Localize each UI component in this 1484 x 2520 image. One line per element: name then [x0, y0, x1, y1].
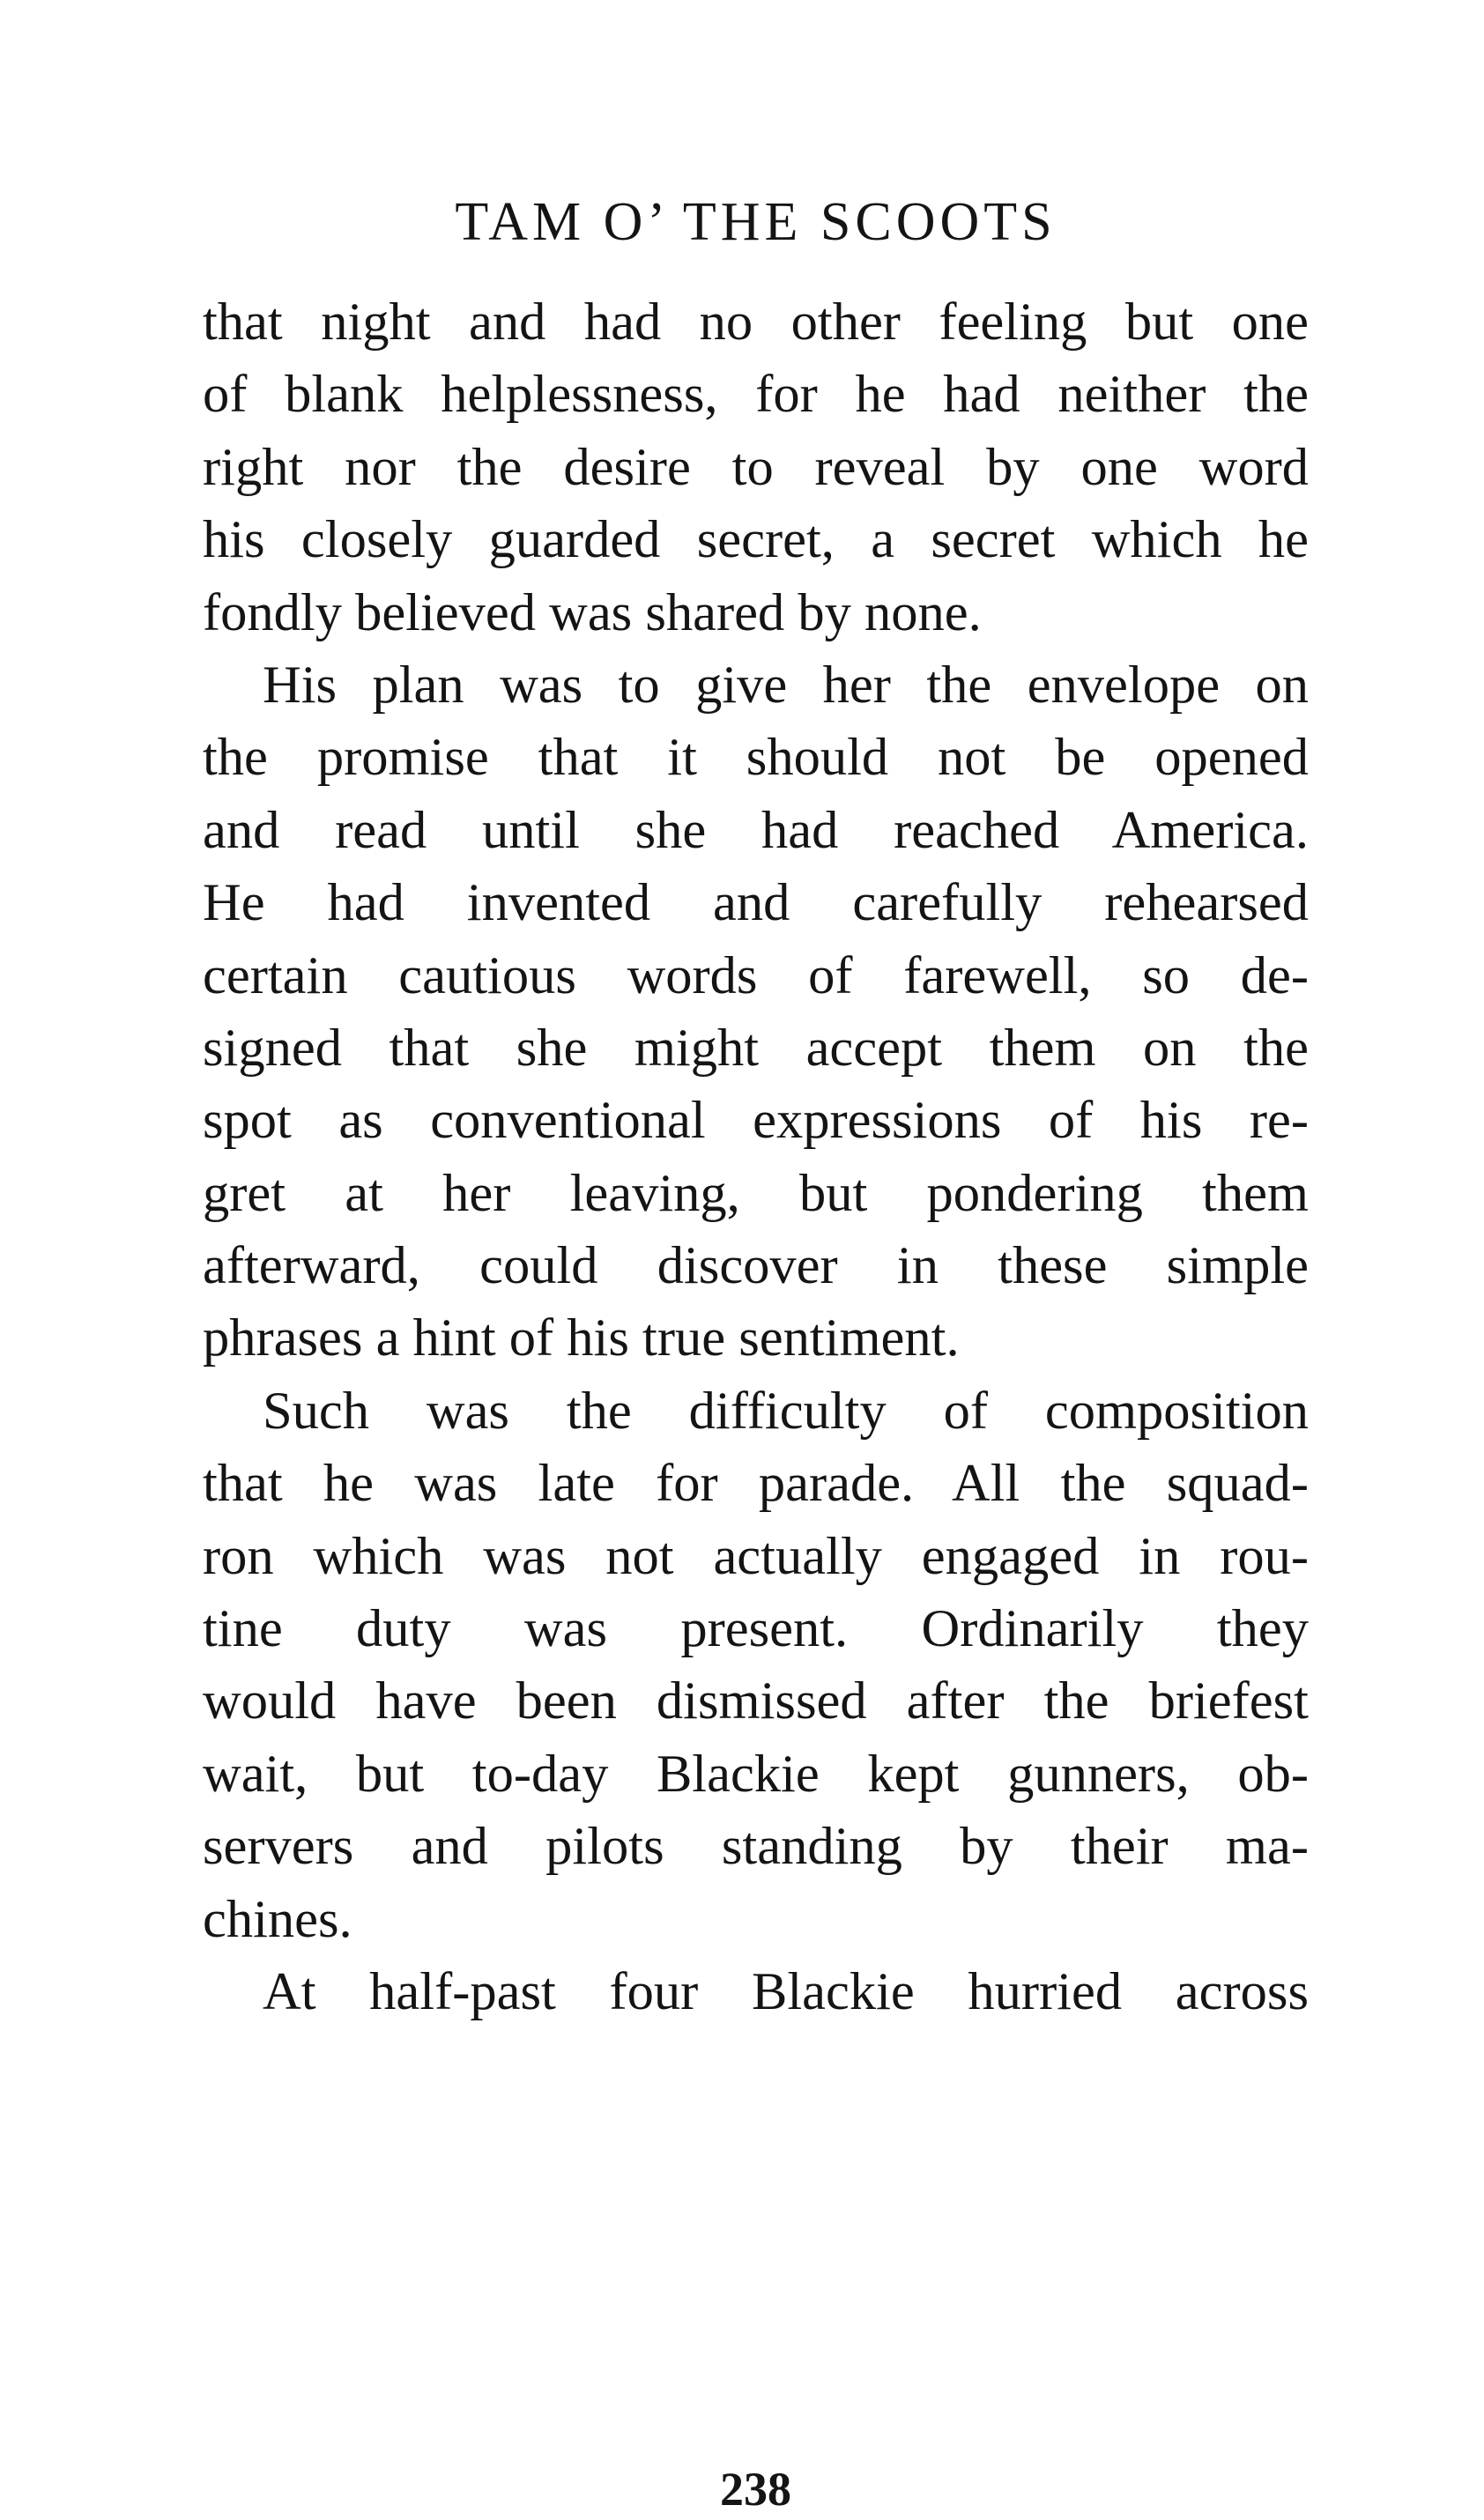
text-line: that he was late for parade. All the squad- — [203, 1454, 1309, 1514]
text-line: wait, but to-day Blackie kept gunners, ob- — [203, 1744, 1309, 1804]
text-line: and read until she had reached America. — [203, 800, 1309, 860]
running-head: TAM O’ THE SCOOTS — [455, 192, 1057, 252]
text-line: chines. — [203, 1889, 352, 1949]
text-line: certain cautious words of farewell, so de- — [203, 945, 1309, 1005]
text-line: right nor the desire to reveal by one word — [203, 437, 1309, 497]
text-line: ron which was not actually engaged in rou- — [203, 1526, 1309, 1586]
text-line: servers and pilots standing by their ma- — [203, 1817, 1309, 1877]
text-line: would have been dismissed after the briefest — [203, 1671, 1309, 1731]
text-line: signed that she might accept them on the — [203, 1018, 1309, 1078]
text-line: fondly believed was shared by none. — [203, 582, 982, 642]
text-line: of blank helplessness, for he had neither the — [203, 365, 1309, 425]
text-line: He had invented and carefully rehearsed — [203, 873, 1309, 933]
text-line: his closely guarded secret, a secret which he — [203, 510, 1309, 570]
text-line: spot as conventional expressions of his re- — [203, 1091, 1309, 1151]
text-line: tine duty was present. Ordinarily they — [203, 1599, 1309, 1659]
text-line: At half-past four Blackie hurried across — [263, 1961, 1309, 2021]
body-text — [203, 286, 1309, 2028]
text-line: the promise that it should not be opened — [203, 728, 1309, 788]
text-line: Such was the difficulty of composition — [263, 1381, 1309, 1441]
text-line: phrases a hint of his true sentiment. — [203, 1308, 960, 1368]
text-line: afterward, could discover in these simple — [203, 1236, 1309, 1296]
text-line: gret at her leaving, but pondering them — [203, 1163, 1309, 1223]
text-line: that night and had no other feeling but one — [203, 293, 1309, 352]
page-number: 238 — [720, 2463, 791, 2516]
text-line: His plan was to give her the envelope on — [263, 655, 1309, 715]
